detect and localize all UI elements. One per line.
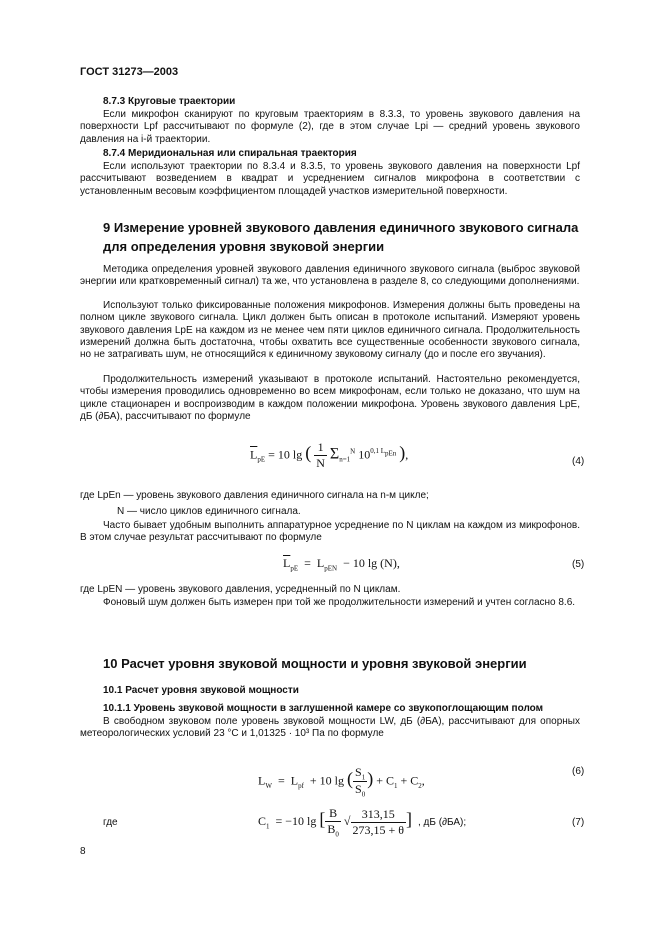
- equation-5-number: (5): [572, 559, 585, 570]
- section-10-1-title: 10.1 Расчет уровня звуковой мощности: [103, 685, 299, 696]
- document-header: ГОСТ 31273—2003: [80, 66, 179, 78]
- section-9-para-4: Часто бывает удобным выполнить аппаратурное усреднение по N циклам на каждом из микрофонов. В этом случае результат рассчитывают по формуле: [80, 520, 580, 544]
- section-8-7-3-text: Если микрофон сканируют по круговым траекториям в 8.3.3, то уровень звукового давления на поверхности Lpf рассчитывают по формуле (2), где в этом случае Lpi — средний уровень звукового давления на i-й траектории.: [80, 109, 580, 145]
- equation-6: $L_W = L_{pf} + 10$ lg ( $\frac{S_1}{S_0}$ ) + $C_1 + C_2$,: [258, 765, 425, 799]
- section-9-title: 9 Измерение уровней звукового давления единичного звукового сигнала для определения уровня звуковой энергии: [103, 220, 579, 254]
- section-9-para-5: Фоновый шум должен быть измерен при той же продолжительности измерений и учтен согласно 8.6.: [103, 597, 576, 608]
- equation-4: $\overline{L}_{pE} = 10$ lg ( $\frac{1}{N}$ $\Sigma_{n=1}^N$ $10^{0,1 L_{pEn}}$ ),: [250, 440, 409, 470]
- section-8-7-4-text: Если используют траектории по 8.3.4 и 8.3.5, то уровень звукового давления на поверхности Lpf рассчитывают возведением в квадрат и усреднением сигналов микрофона в соответствии с установленным весовым коэффициентом площадей участков измерительной поверхности.: [80, 161, 580, 197]
- page-number: 8: [80, 846, 86, 857]
- equation-7-number: (7): [572, 817, 585, 828]
- equation-5: $\overline{L}_{pE} = L_{pEN} - 10$ lg (N),: [283, 556, 400, 573]
- equation-6-number: (6): [572, 766, 585, 777]
- section-9-para-1: Методика определения уровней звукового давления единичного звукового сигнала (выброс звуковой энергии или кратковременный сигнал) та же, что установлена в разделе 8, со следующими дополнениями.: [80, 264, 580, 288]
- section-10-1-1-text: В свободном звуковом поле уровень звуковой мощности LW, дБ (∂БА), рассчитывают для опорных метеорологических условий 23 °С и 1,01325 · 10³ Па по формуле: [80, 716, 580, 740]
- section-10-title: 10 Расчет уровня звуковой мощности и уровня звуковой энергии: [103, 656, 527, 671]
- section-9-para-2: Используют только фиксированные положения микрофонов. Измерения должны быть проведены на полном цикле звукового сигнала. Цикл должен быть описан в протоколе испытаний. Измеряют уровень звукового давления LpE на каждом из не менее чем пяти циклов единичного сигнала. Продолжительность измерений должна быть достаточна, чтобы охватить все существенные особенности звукового сигнала, но не затрагивать шум, не относящийся к единичному звуковому сигналу (до и после его звучания).: [80, 300, 580, 361]
- equation-7-unit: , дБ (∂БА);: [418, 817, 467, 828]
- equation-7: $C_1 = -10$ lg [ $\frac{B}{B_0}$ √ $\frac{313,15}{273,15 + \theta}$ ]: [258, 806, 413, 839]
- where-LpEn: где LpEn — уровень звукового давления единичного сигнала на n-м цикле;: [80, 490, 429, 501]
- where-label: где: [103, 817, 118, 828]
- where-LpEN: где LpEN — уровень звукового давления, усредненный по N циклам.: [80, 584, 401, 595]
- section-8-7-3-title: 8.7.3 Круговые траектории: [103, 96, 236, 107]
- section-8-7-4-title: 8.7.4 Меридиональная или спиральная траектория: [103, 148, 357, 159]
- section-10-1-1-title: 10.1.1 Уровень звуковой мощности в заглушенной камере со звукопоглощающим полом: [103, 703, 544, 714]
- section-9-para-3: Продолжительность измерений указывают в протоколе испытаний. Настоятельно рекомендуется, чтобы измерения проводились одновременно во всем микрофонам, если только не доказано, что шум на цикле стационарен и воспроизводим в каждом положении микрофона. Уровень звукового давления LpE, дБ (∂БА), рассчитывают по формуле: [80, 374, 580, 422]
- equation-4-number: (4): [572, 456, 585, 467]
- where-N: N — число циклов единичного сигнала.: [117, 506, 301, 517]
